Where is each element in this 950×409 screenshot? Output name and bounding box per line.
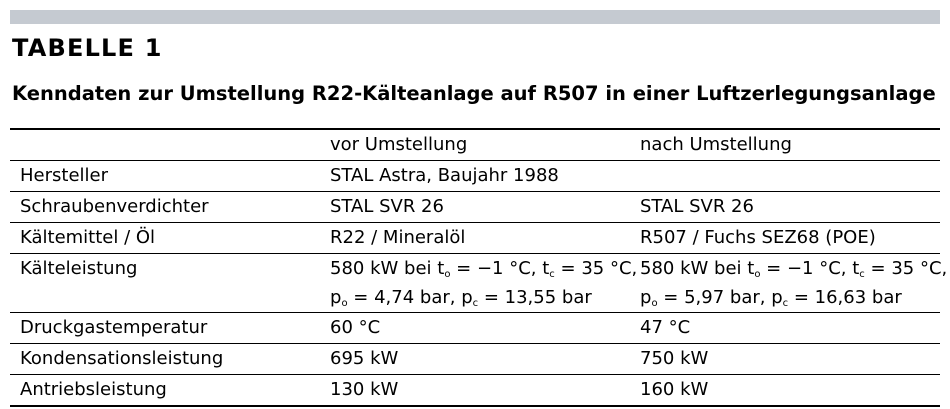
cell-before: STAL SVR 26 [320,192,630,223]
text-part: = −1 °C, t [760,258,860,279]
text-part: = −1 °C, t [450,258,550,279]
header-cell-before: vor Umstellung [320,129,630,161]
table-row-hersteller [10,161,940,192]
subscript: c [859,269,865,280]
text-part: 580 kW bei t [330,258,445,279]
cell-after: 160 kW [630,375,940,407]
text-part: = 13,55 bar [478,287,592,308]
table-title: Kenndaten zur Umstellung R22-Kälteanlage auf R507 in einer Luftzerlegungsanlage [12,82,936,105]
text-part: 580 kW bei t [640,258,755,279]
text-part: p [640,287,652,308]
subscript: o [341,298,348,309]
cell-after [630,254,948,313]
table-header-row [10,129,940,161]
data-table [10,128,948,407]
cell-after: R507 / Fuchs SEZ68 (POE) [630,223,940,254]
row-label: Schraubenverdichter [10,192,320,223]
text-part: = 35 °C, [864,258,948,279]
cell-line-2 [640,283,940,312]
table-label: TABELLE 1 [12,34,163,62]
cell-after [630,161,940,192]
subscript: c [782,298,789,309]
cell-after: STAL SVR 26 [630,192,940,223]
cell-line-1 [330,254,638,283]
table-row-kaeltemittel [10,223,940,254]
text-part: = 35 °C, [554,258,638,279]
row-label: Kälteleistung [10,254,320,313]
header-cell-parameter [10,129,320,161]
table-row-antriebsleistung [10,375,940,407]
subscript: c [549,269,555,280]
cell-before: 60 °C [320,313,630,344]
cell-before: 695 kW [320,344,630,375]
row-label: Kondensationsleistung [10,344,320,375]
header-cell-after: nach Umstellung [630,129,940,161]
subscript: o [754,269,761,280]
cell-before [320,254,638,313]
top-color-bar [10,10,940,24]
cell-line-1 [640,254,948,283]
table-row-schraubenverdichter [10,192,940,223]
table-row-kondensationsleistung [10,344,940,375]
table-row-druckgastemperatur [10,313,940,344]
text-part: = 5,97 bar, p [657,287,783,308]
row-label: Druckgastemperatur [10,313,320,344]
text-part: = 16,63 bar [788,287,902,308]
row-label: Hersteller [10,161,320,192]
cell-before: 130 kW [320,375,630,407]
cell-after: 750 kW [630,344,940,375]
subscript: c [472,298,479,309]
cell-before: STAL Astra, Baujahr 1988 [320,161,630,192]
cell-before: R22 / Mineralöl [320,223,630,254]
subscript: o [651,298,658,309]
cell-line-2 [330,283,630,312]
subscript: o [444,269,451,280]
row-label: Antriebsleistung [10,375,320,407]
row-label: Kältemittel / Öl [10,223,320,254]
cell-after: 47 °C [630,313,940,344]
text-part: = 4,74 bar, p [347,287,473,308]
text-part: p [330,287,342,308]
table-row-kaelteleistung [10,254,940,313]
